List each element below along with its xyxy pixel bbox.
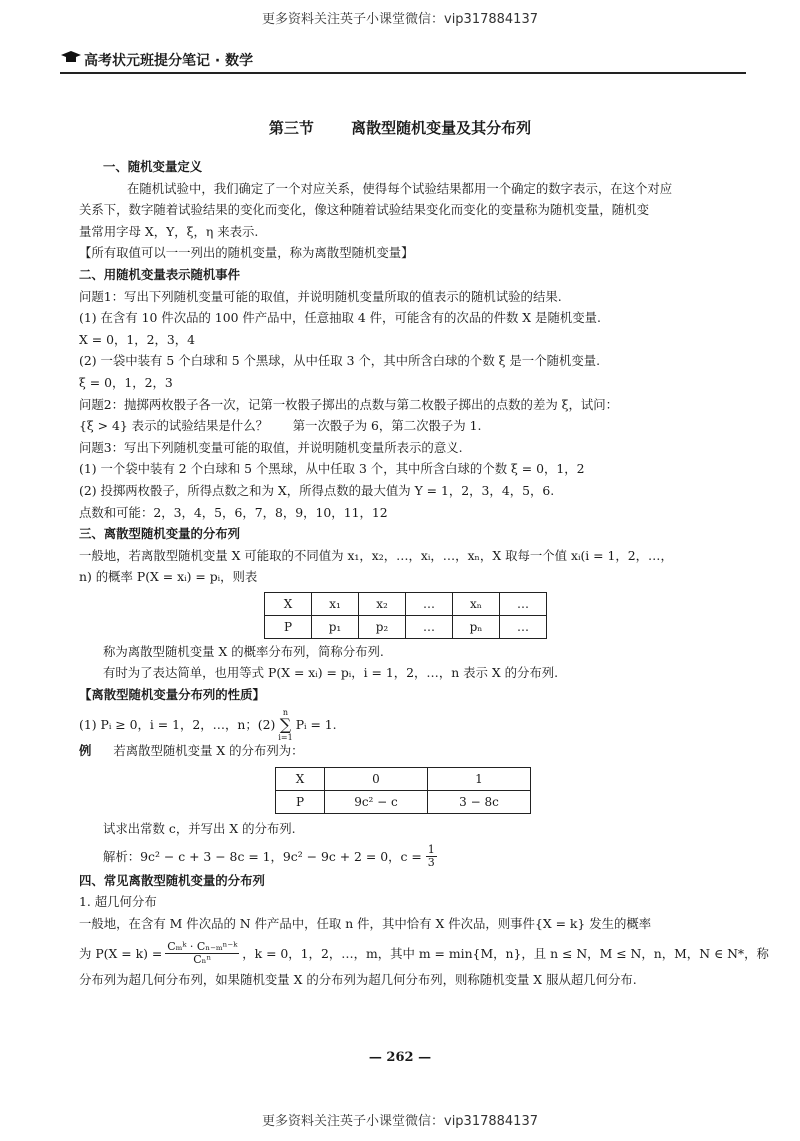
solution-line [103,842,753,872]
section-name: 离散型随机变量及其分布列 [351,119,532,137]
formula-line [79,937,769,971]
paragraph: 量常用字母 X，Y，ξ，η 来表示. [79,223,259,239]
table-cell: X [276,768,325,791]
watermark-bottom: 更多资料关注英子小课堂微信：vip317884137 [262,1114,538,1129]
summation [278,708,292,742]
page-number: — 262 — [368,1050,432,1065]
table-cell: p₁ [312,615,359,638]
heading-4: 四、常见离散型随机变量的分布列 [79,872,265,888]
paragraph: (2) 一袋中装有 5 个白球和 5 个黑球，从中任取 3 个，其中所含白球的个数 ξ 是一个随机变量. [79,353,601,369]
heading-1: 一、随机变量定义 [103,159,203,174]
heading-2: 二、用随机变量表示随机事件 [79,266,241,282]
denominator: 3 [427,856,435,870]
example-line [79,742,753,764]
table-cell: x₁ [312,592,359,615]
denominator: Cₙⁿ [193,953,212,967]
paragraph: {ξ > 4} 表示的试验结果是什么？ 第一次骰子为 6，第二次骰子为 1. [79,418,482,434]
table-cell: p₂ [359,615,406,638]
property-text: (1) Pᵢ ≥ 0，i = 1，2，…，n；(2) [79,716,276,732]
table-cell: … [406,615,453,638]
paragraph: (2) 投掷两枚骰子，所得点数之和为 X，所得点数的最大值为 Y = 1，2，3，4，5，6. [79,482,555,498]
section-title [0,117,800,138]
heading-3: 三、离散型随机变量的分布列 [79,526,241,542]
properties-line [79,708,753,742]
sum-symbol: ∑ [279,714,292,734]
numerator: 1 [427,843,435,857]
watermark-top: 更多资料关注英子小课堂微信：vip317884137 [262,12,538,27]
paragraph: (1) 一个袋中装有 2 个白球和 5 个黑球，从中任取 3 个，其中所含白球的个数 ξ = 0，1，2 [79,461,585,477]
note: 【所有取值可以一一列出的随机变量，称为离散型随机变量】 [79,245,414,261]
page-content [79,158,769,992]
paragraph: (1) 在含有 10 件次品的 100 件产品中，任意抽取 4 件，可能含有的次品的件数 X 是随机变量. [79,310,601,326]
example-table [275,767,531,814]
distribution-table [264,592,547,639]
table-cell: xₙ [453,592,500,615]
subheading: 1. 超几何分布 [79,894,157,910]
table-cell: P [276,791,325,814]
paragraph: 点数和可能：2，3，4，5，6，7，8，9，10，11，12 [79,504,388,520]
paragraph: ξ = 0，1，2，3 [79,374,173,390]
paragraph: 分布列为超几何分布列，如果随机变量 X 的分布列为超几何分布列，则称随机变量 X 服从超几何分布. [79,971,637,987]
table-cell: … [500,615,547,638]
paragraph: 一般地，在含有 M 件次品的 N 件产品中，任取 n 件，其中恰有 X 件次品，则事件{X = k} 发生的概率 [79,916,652,932]
book-header: 高考状元班提分笔记 · 数学 [84,53,254,69]
example-text: 若离散型随机变量 X 的分布列为： [113,742,304,758]
table-cell: pₙ [453,615,500,638]
paragraph: X = 0，1，2，3，4 [79,331,196,347]
table-cell: 3 − 8c [428,791,531,814]
paragraph: 试求出常数 c，并写出 X 的分布列. [103,821,296,837]
section-number: 第三节 [268,119,314,137]
paragraph: 问题3：写出下列随机变量可能的取值，并说明随机变量所表示的意义. [79,439,463,455]
paragraph: 有时为了表达简单，也用等式 P(X = xᵢ) = pᵢ，i = 1，2，…，n 表示 X 的分布列. [103,665,559,681]
sum-upper: n [282,707,289,717]
paragraph: 称为离散型随机变量 X 的概率分布列，简称分布列. [103,643,384,659]
table-cell: 1 [428,768,531,791]
table-cell: 0 [325,768,428,791]
example-label: 例 [79,742,92,758]
numerator: Cₘᵏ · Cₙ₋ₘⁿ⁻ᵏ [167,940,238,954]
paragraph: 问题1：写出下列随机变量可能的取值，并说明随机变量所取的值表示的随机试验的结果. [79,288,562,304]
header-divider [60,72,746,74]
paragraph: 一般地，若离散型随机变量 X 可能取的不同值为 x₁，x₂，…，xᵢ，…，xₙ，X 取每一个值 xᵢ(i = 1，2，…， [79,547,673,563]
solution-text: 解析：9c² − c + 3 − 8c = 1，9c² − 9c + 2 = 0，c = [103,848,422,864]
formula-text: ，k = 0，1，2，…，m，其中 m = min{M，n}，且 n ≤ N，M ≤ N，n，M，N ∈ N*，称 [242,945,769,961]
fraction [426,844,437,869]
properties-heading: 【离散型随机变量分布列的性质】 [79,687,265,703]
fraction [165,941,239,966]
table-cell: P [265,615,312,638]
graduation-cap-icon [60,50,82,64]
property-text: Pᵢ = 1. [295,716,337,732]
table-cell: … [406,592,453,615]
table-cell: X [265,592,312,615]
paragraph: n) 的概率 P(X = xᵢ) = pᵢ，则表 [79,569,258,585]
table-cell: … [500,592,547,615]
paragraph: 关系下，数字随着试验结果的变化而变化，像这种随着试验结果变化而变化的变量称为随机变量，随机变 [79,202,649,218]
table-cell: 9c² − c [325,791,428,814]
paragraph: 在随机试验中，我们确定了一个对应关系，使得每个试验结果都用一个确定的数字表示，在这个对应 [127,180,673,196]
table-cell: x₂ [359,592,406,615]
paragraph: 问题2：抛掷两枚骰子各一次，记第一枚骰子掷出的点数与第二枚骰子掷出的点数的差为 ξ，试问： [79,396,619,412]
sum-lower: i=1 [278,732,293,742]
formula-text: 为 P(X = k) = [79,945,163,961]
